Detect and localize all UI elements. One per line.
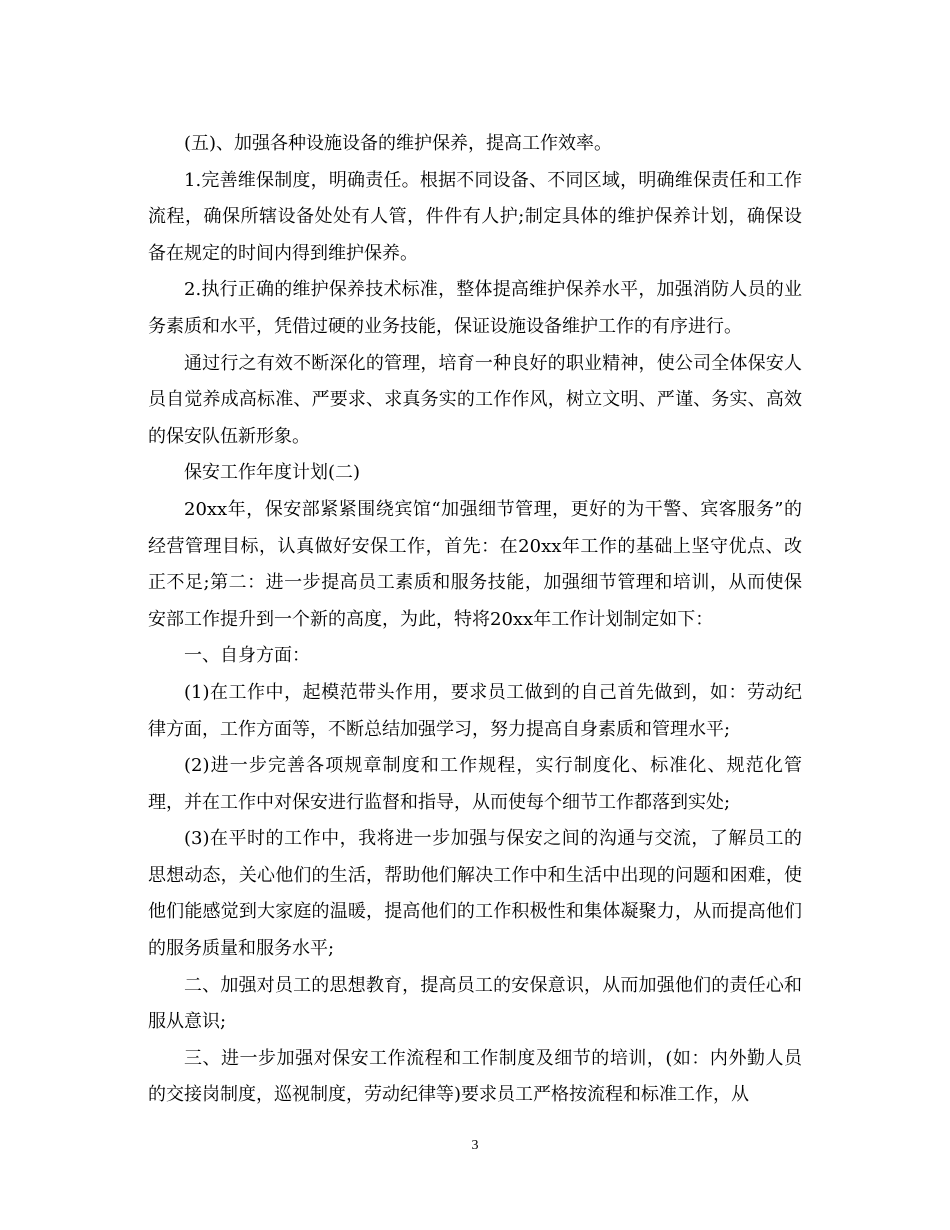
paragraph-plan-intro: 20xx年，保安部紧紧围绕宾馆“加强细节管理，更好的为干警、宾客服务”的经营管理目标，认真做好安保工作，首先：在20xx年工作的基础上坚守优点、改正不足;第二：进一步提高员工素质和服务技能，加强细节管理和培训，从而使保安部工作提升到一个新的高度，为此，特将20xx年工作计划制定如下：	[148, 498, 802, 630]
paragraph-management-summary: 通过行之有效不断深化的管理，培育一种良好的职业精神，使公司全体保安人员自觉养成高标准、严要求、求真务实的工作作风，树立文明、严谨、务实、高效的保安队伍新形象。	[148, 352, 802, 447]
paragraph-item-3: (3)在平时的工作中，我将进一步加强与保安之间的沟通与交流，了解员工的思想动态，关心他们的生活，帮助他们解决工作中和生活中出现的问题和困难，使他们能感觉到大家庭的温暖，提高他们的工作积极性和集体凝聚力，从而提高他们的服务质量和服务水平;	[148, 828, 802, 960]
paragraph-item-2: (2)进一步完善各项规章制度和工作规程，实行制度化、标准化、规范化管理，并在工作中对保安进行监督和指导，从而使每个细节工作都落到实处;	[148, 755, 802, 813]
paragraph-maintenance-standards: 2.执行正确的维护保养技术标准，整体提高维护保养水平，加强消防人员的业务素质和水平，凭借过硬的业务技能，保证设施设备维护工作的有序进行。	[148, 279, 802, 337]
page-number: 3	[471, 1138, 479, 1153]
document-body	[148, 126, 802, 1114]
paragraph-maintenance-system: 1.完善维保制度，明确责任。根据不同设备、不同区域，明确维保责任和工作流程，确保所辖设备处处有人管，件件有人护;制定具体的维护保养计划，确保设备在规定的时间内得到维护保养。	[148, 169, 802, 264]
paragraph-section-three: 三、进一步加强对保安工作流程和工作制度及细节的培训，(如：内外勤人员的交接岗制度，巡视制度，劳动纪律等)要求员工严格按流程和标准工作，从	[148, 1047, 802, 1106]
paragraph-self-aspect-heading: 一、自身方面：	[184, 645, 310, 667]
paragraph-item-1: (1)在工作中，起模范带头作用，要求员工做到的自己首先做到，如：劳动纪律方面，工作方面等，不断总结加强学习，努力提高自身素质和管理水平;	[148, 681, 802, 740]
paragraph-section-five-heading: (五)、加强各种设施设备的维护保养，提高工作效率。	[184, 133, 613, 154]
paragraph-section-two: 二、加强对员工的思想教育，提高员工的安保意识，从而加强他们的责任心和服从意识;	[148, 974, 802, 1033]
paragraph-plan-two-title: 保安工作年度计划(二)	[184, 462, 361, 484]
